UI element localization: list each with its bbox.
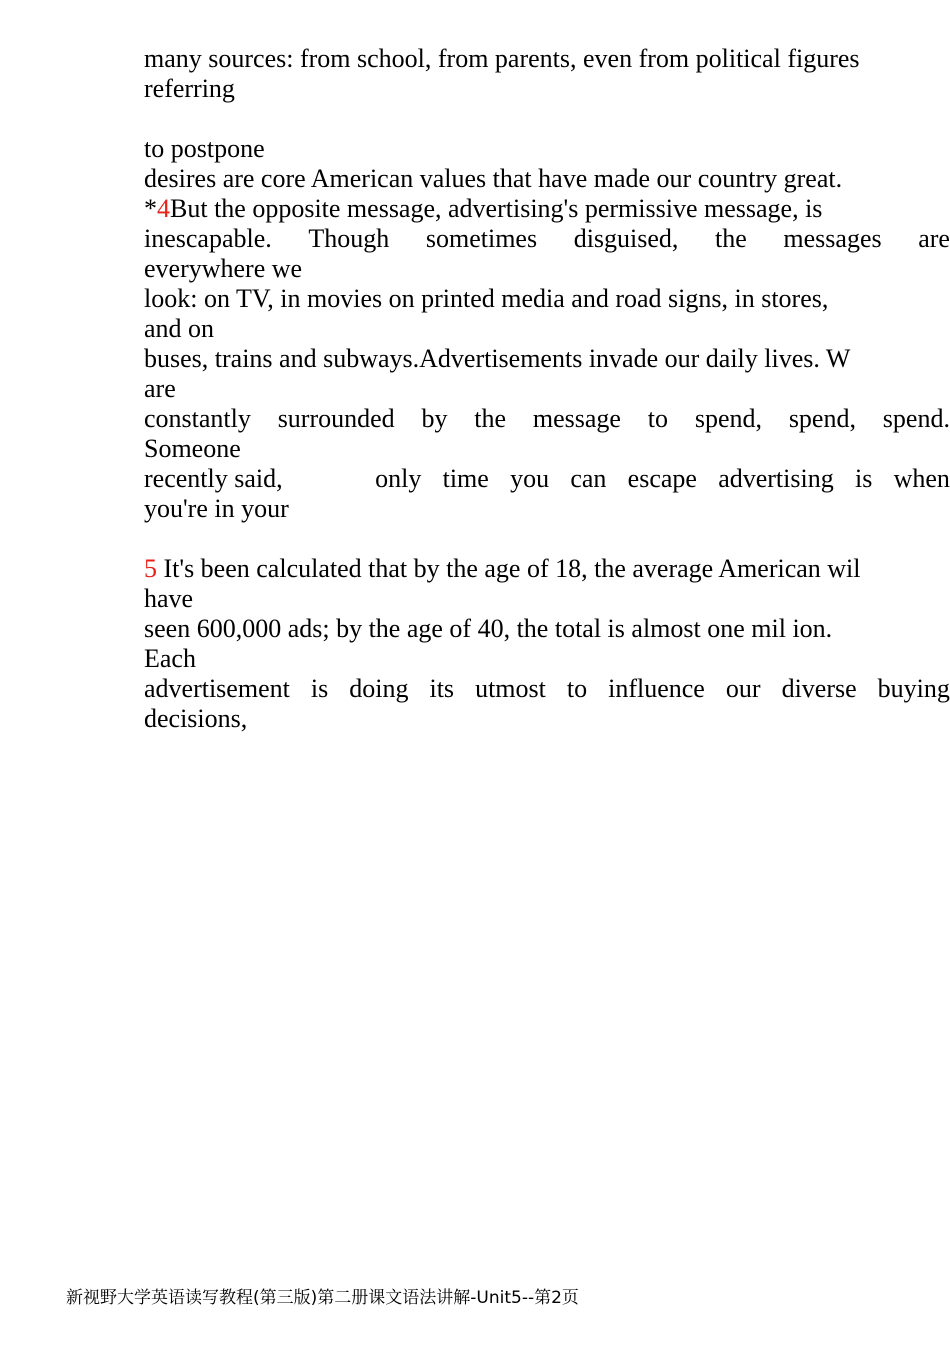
- word: sometimes: [425, 224, 538, 253]
- text-line: everywhere we: [144, 254, 303, 283]
- text-line: seen 600,000 ads; by the age of 40, the total is almost one mil ion.: [144, 614, 833, 643]
- text-segment: recently said,: [144, 464, 283, 493]
- text-line: buses, trains and subways.Advertisements invade our daily lives. W: [144, 344, 851, 373]
- word: by: [421, 404, 448, 433]
- justified-line: [144, 674, 950, 704]
- word: buying: [877, 674, 950, 703]
- blank-line: [144, 524, 950, 554]
- word: time: [442, 464, 489, 493]
- word: are: [918, 224, 950, 253]
- word: spend,: [788, 404, 856, 433]
- word: advertising: [718, 464, 834, 493]
- word: messages: [783, 224, 882, 253]
- word: Though: [308, 224, 390, 253]
- word: spend.: [882, 404, 950, 433]
- word: is: [310, 674, 329, 703]
- word: can: [570, 464, 607, 493]
- word: to: [566, 674, 588, 703]
- word: the: [715, 224, 747, 253]
- star-marker: *: [144, 194, 157, 223]
- word: diverse: [781, 674, 857, 703]
- text-line: Each: [144, 644, 196, 673]
- word: its: [429, 674, 455, 703]
- gap: [304, 464, 354, 494]
- text-line: many sources: from school, from parents, even from political figures: [144, 44, 860, 73]
- paragraph-number: 5: [144, 554, 157, 583]
- blank-line: [144, 104, 950, 134]
- text-line: you're in your: [144, 494, 289, 523]
- word: our: [725, 674, 761, 703]
- word: only: [375, 464, 422, 493]
- word: surrounded: [277, 404, 395, 433]
- word: utmost: [475, 674, 546, 703]
- text-line: decisions,: [144, 704, 248, 733]
- word: is: [854, 464, 873, 493]
- word: you: [510, 464, 550, 493]
- text-line: desires are core American values that have made our country great.: [144, 164, 843, 193]
- text-line: look: on TV, in movies on printed media and road signs, in stores,: [144, 284, 829, 313]
- document-body: [144, 44, 950, 734]
- word: the: [474, 404, 507, 433]
- word: message: [532, 404, 621, 433]
- word: influence: [608, 674, 705, 703]
- paragraph-4-first-line: [144, 194, 950, 224]
- word: disguised,: [573, 224, 679, 253]
- paragraph-5-first-line: [144, 554, 950, 584]
- word: when: [893, 464, 950, 493]
- justified-line: [144, 404, 950, 434]
- word: inescapable.: [144, 224, 272, 253]
- text-segment: It's been calculated that by the age of 18, the average American wil: [163, 554, 861, 583]
- word: doing: [349, 674, 409, 703]
- word: escape: [627, 464, 697, 493]
- text-line: referring: [144, 74, 235, 103]
- text-line: are: [144, 374, 176, 403]
- text-line: and on: [144, 314, 215, 343]
- justified-line-with-gap: [144, 464, 950, 494]
- page-footer: 新视野大学英语读写教程(第三版)第二册课文语法讲解-Unit5--第2页: [66, 1288, 579, 1308]
- word: constantly: [144, 404, 251, 433]
- paragraph-number: 4: [157, 194, 170, 223]
- text-line: to postpone: [144, 134, 265, 163]
- word: spend,: [694, 404, 762, 433]
- word: to: [647, 404, 669, 433]
- text-line: have: [144, 584, 194, 613]
- word: advertisement: [144, 674, 290, 703]
- text-line: Someone: [144, 434, 241, 463]
- text-segment: But the opposite message, advertising's permissive message, is: [170, 194, 823, 223]
- justified-line: [144, 224, 950, 254]
